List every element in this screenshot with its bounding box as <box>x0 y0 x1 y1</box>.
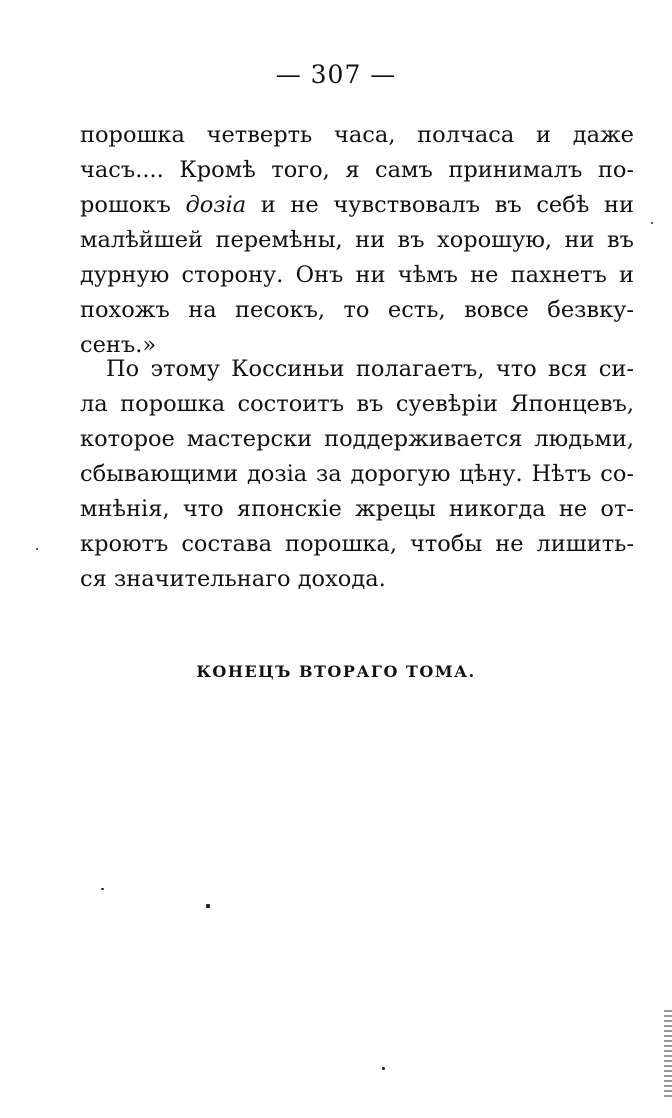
text-line: ла порошка состоитъ въ суевѣріи Японцевъ, <box>80 391 634 417</box>
text-line <box>80 188 634 223</box>
page-number: — 307 — <box>275 60 397 89</box>
scan-speck <box>382 1067 385 1070</box>
text-line: мнѣнія, что японскіе жрецы никогда не от- <box>80 496 634 522</box>
paragraph-1 <box>80 118 634 363</box>
text-line: похожъ на песокъ, то есть, вовсе безвку- <box>80 297 634 323</box>
text-line: кроютъ состава порошка, чтобы не лишить- <box>80 531 634 557</box>
text-fragment: рошокъ <box>80 192 186 218</box>
text-line: сбывающими дозіа за дорогую цѣну. Нѣтъ со- <box>80 461 634 487</box>
scan-edge-noise <box>664 1010 672 1100</box>
scan-speck <box>101 888 104 890</box>
text-line: сенъ.» <box>80 332 157 358</box>
text-line: порошка четверть часа, полчаса и даже <box>80 122 634 148</box>
text-line: дурную сторону. Онъ ни чѣмъ не пахнетъ и <box>80 262 634 288</box>
italic-word: дозіа <box>185 192 247 218</box>
text-line: ся значительнаго дохода. <box>80 566 386 592</box>
text-line: По этому Коссиньи полагаетъ, что вся си- <box>106 356 634 382</box>
text-line: малѣйшей перемѣны, ни въ хорошую, ни въ <box>80 227 634 253</box>
text-fragment: и не чувствовалъ въ себѣ ни <box>246 192 634 218</box>
text-line: которое мастерски поддерживается людьми, <box>80 426 634 452</box>
text-line: часъ.... Кромѣ того, я самъ принималъ по- <box>80 157 634 183</box>
scan-speck <box>651 222 653 224</box>
scan-speck <box>206 904 210 908</box>
scan-speck <box>36 548 38 550</box>
end-of-volume-note: КОНЕЦЪ ВТОРАГО ТОМА. <box>196 662 476 681</box>
paragraph-2 <box>80 352 634 597</box>
